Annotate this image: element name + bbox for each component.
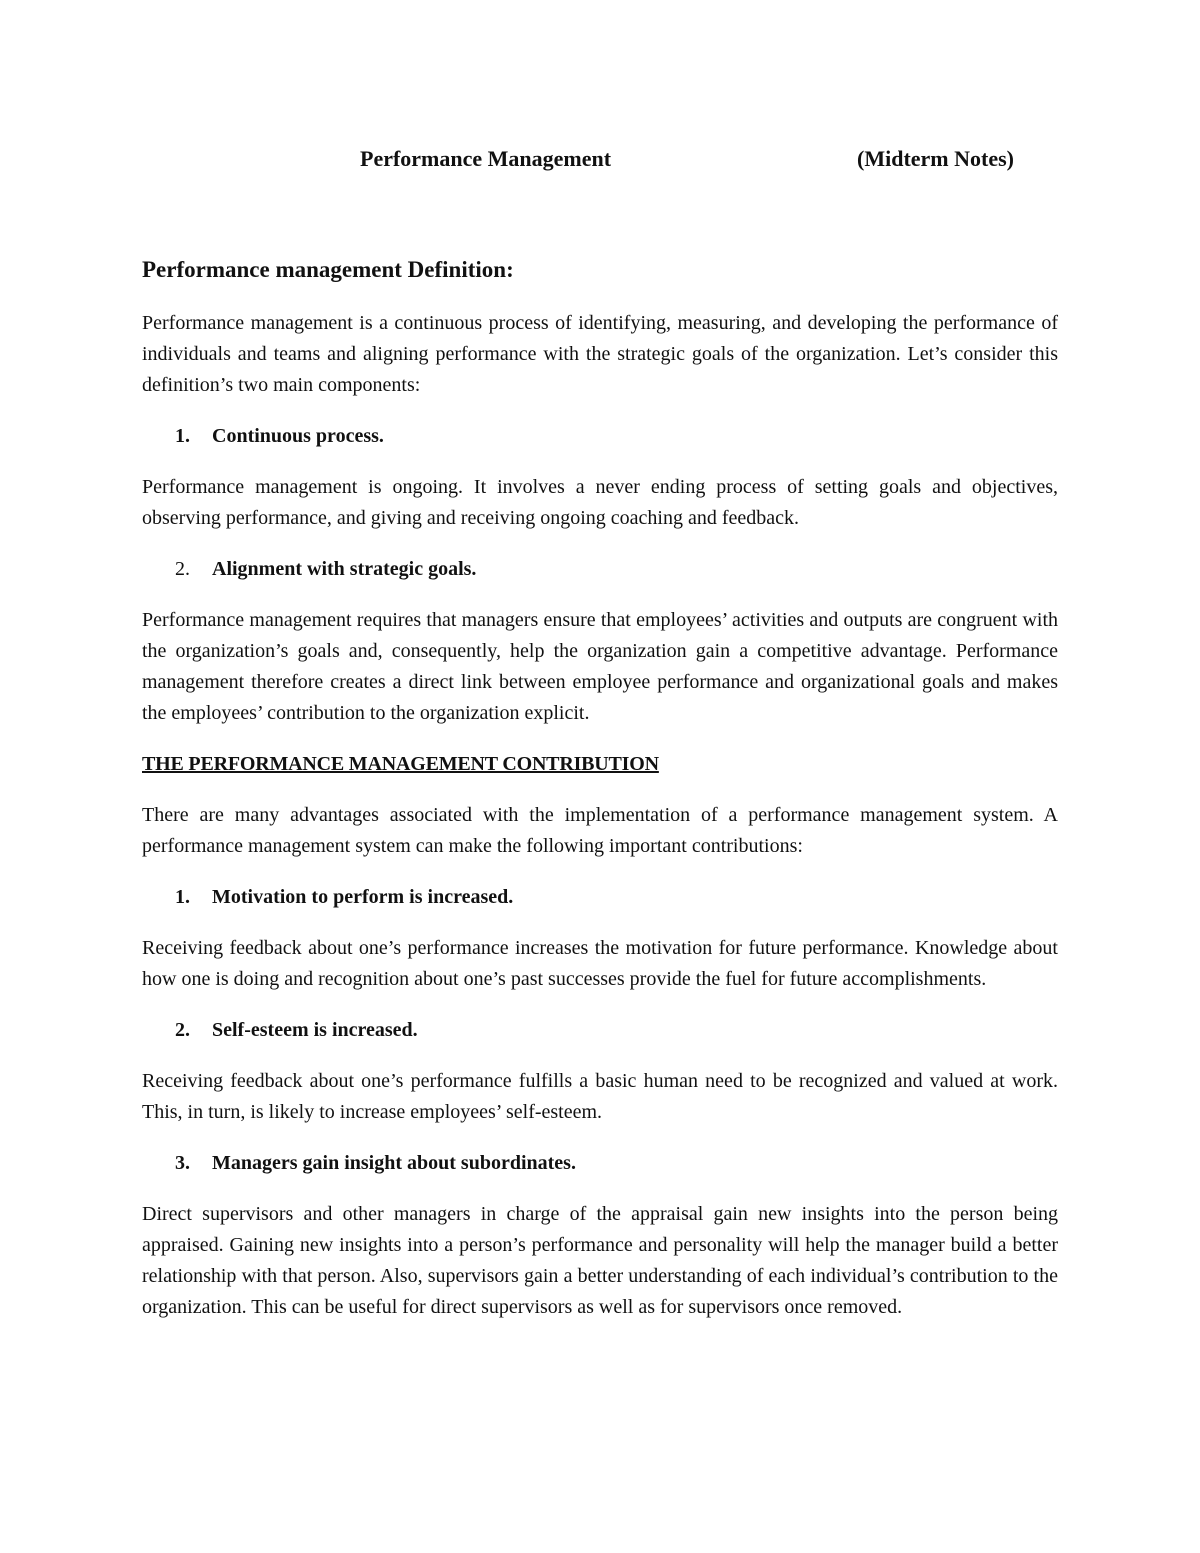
component-title: Continuous process. (212, 425, 384, 447)
component-text: Performance management is ongoing. It involves a never ending process of setting goals and objectives, observing performance, and giving and receiving ongoing coaching and feedback. (142, 476, 1058, 529)
definition-intro: Performance management is a continuous process of identifying, measuring, and developing the performance of individuals and teams and aligning performance with the strategic goals of the organization. Let’s consider this definition’s two main components: (142, 312, 1058, 396)
component-number: 2. (175, 558, 190, 580)
contribution-heading: THE PERFORMANCE MANAGEMENT CONTRIBUTION (142, 753, 659, 775)
contribution-number: 3. (175, 1152, 190, 1174)
contribution-text: Direct supervisors and other managers in charge of the appraisal gain new insights into the person being appraised. Gaining new insights into a person’s performance and personality will help the manager build a better relationship with that person. Also, supervisors gain a better understanding of each individual’s contribution to the organization. This can be useful for direct supervisors as well as for supervisors once removed. (142, 1203, 1058, 1318)
contribution-number: 1. (175, 886, 190, 908)
contribution-title: Managers gain insight about subordinates. (212, 1152, 576, 1174)
contribution-number: 2. (175, 1019, 190, 1041)
contribution-title: Motivation to perform is increased. (212, 886, 514, 908)
document-title: Performance Management (360, 146, 612, 171)
contribution-item (142, 1015, 1058, 1046)
document-body (142, 252, 1058, 1343)
contribution-text: Receiving feedback about one’s performance increases the motivation for future performance. Knowledge about how one is doing and recognition about one’s past successes provide the fuel for future accomplishments. (142, 937, 1058, 990)
contribution-item (142, 1148, 1058, 1179)
component-number: 1. (175, 425, 190, 447)
contribution-title: Self-esteem is increased. (212, 1019, 418, 1041)
component-item (142, 421, 1058, 452)
component-title: Alignment with strategic goals. (212, 558, 477, 580)
contribution-item (142, 882, 1058, 913)
contribution-text: Receiving feedback about one’s performance fulfills a basic human need to be recognized and valued at work. This, in turn, is likely to increase employees’ self-esteem. (142, 1070, 1058, 1123)
contribution-intro: There are many advantages associated with the implementation of a performance management system. A performance management system can make the following important contributions: (142, 804, 1058, 857)
document-subtitle: (Midterm Notes) (857, 146, 1014, 171)
definition-heading: Performance management Definition: (142, 257, 514, 282)
component-text: Performance management requires that managers ensure that employees’ activities and outputs are congruent with the organization’s goals and, consequently, help the organization gain a competitive advantage. Performance management therefore creates a direct link between employee performance and organizational goals and makes the employees’ contribution to the organization explicit. (142, 609, 1058, 724)
component-item (142, 554, 1058, 585)
